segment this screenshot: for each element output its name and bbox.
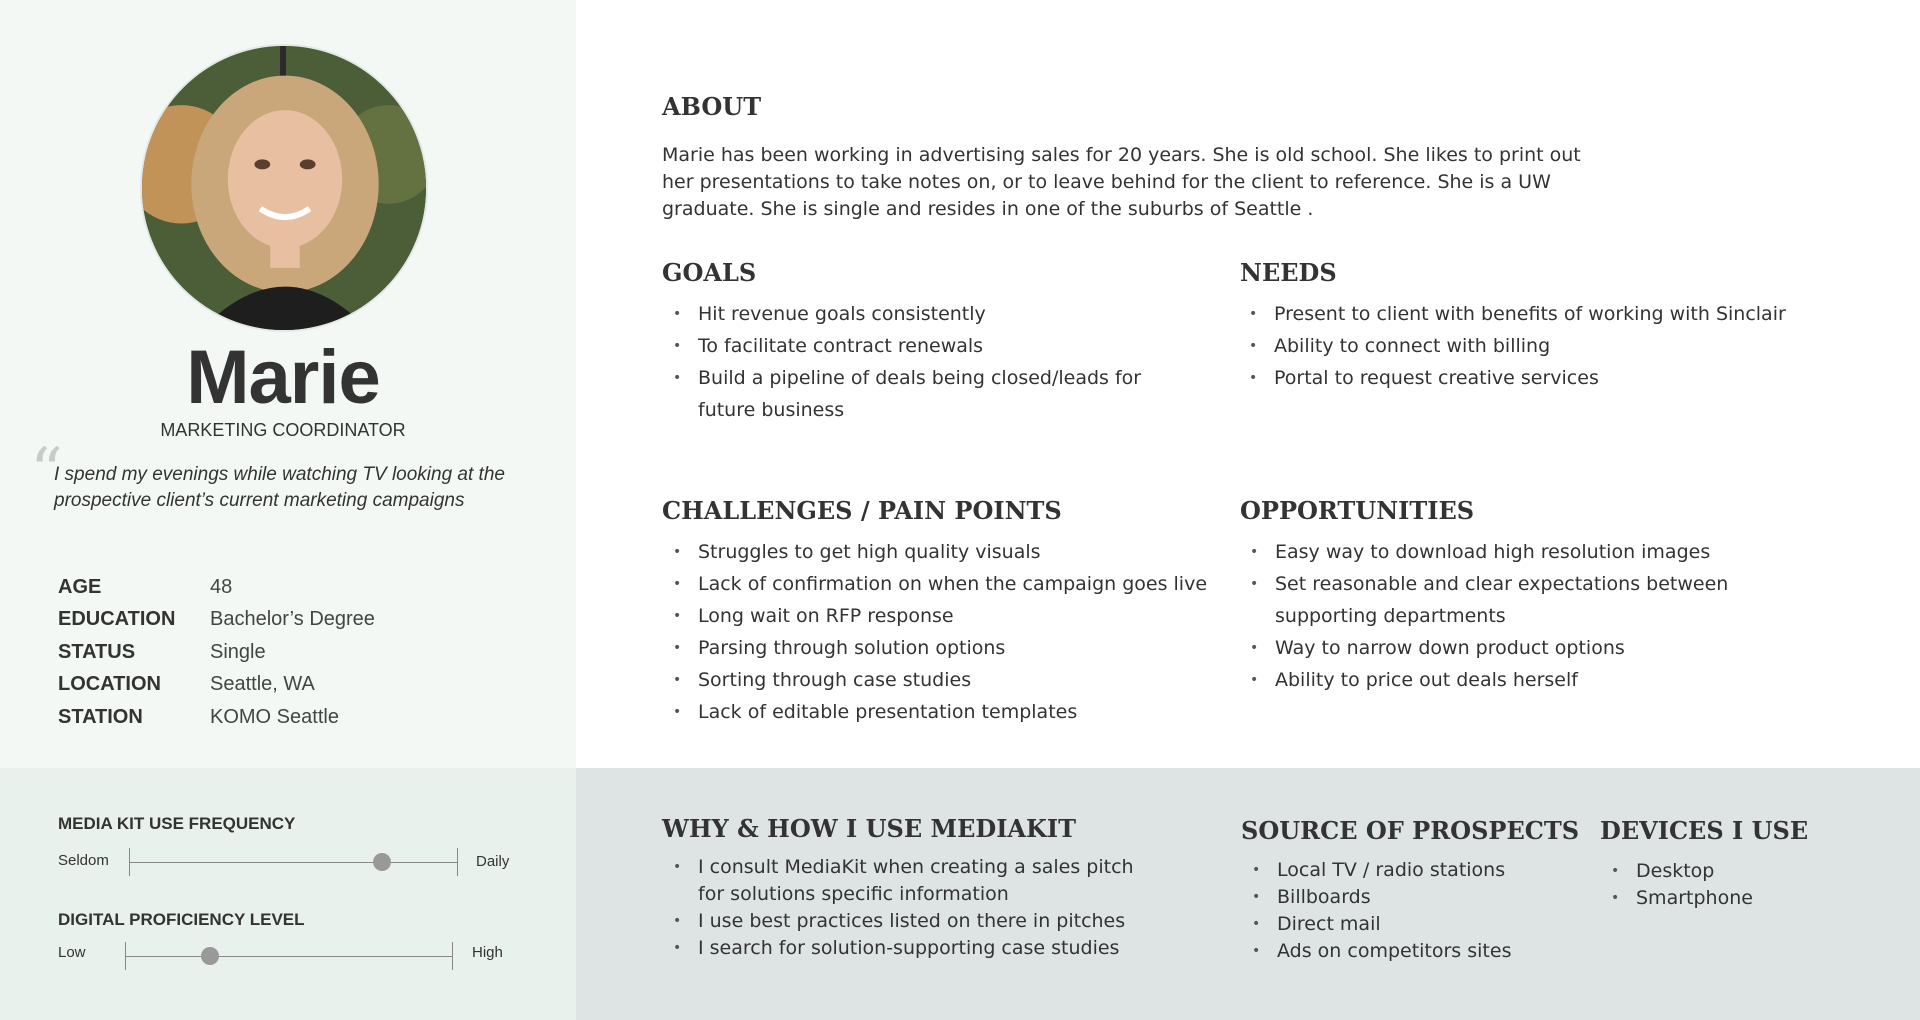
list-item: • Portal to request creative services (1238, 362, 1878, 394)
persona-avatar (140, 44, 428, 332)
about-title: ABOUT (662, 92, 762, 121)
list-item: • Smartphone (1600, 885, 1900, 912)
demographic-row-station (58, 702, 339, 732)
slider-high-label: Daily (476, 853, 510, 870)
list-item: • To facilitate contract renewals (662, 330, 1182, 362)
demographic-value: Single (210, 640, 266, 663)
persona-name: Marie (186, 335, 380, 420)
why-how-list (662, 854, 1152, 962)
needs-title: NEEDS (1240, 258, 1337, 287)
opportunities-title: OPPORTUNITIES (1240, 496, 1475, 525)
demographic-value: Seattle, WA (210, 672, 315, 695)
goals-title: GOALS (662, 258, 757, 287)
list-item: • Hit revenue goals consistently (662, 298, 1182, 330)
usage-details-panel (576, 768, 1920, 1020)
proficiency-slider-knob (201, 947, 219, 965)
slider-low-label: Seldom (58, 852, 109, 869)
persona-role: MARKETING COORDINATOR (160, 420, 406, 440)
list-item: • Local TV / radio stations (1241, 857, 1561, 884)
persona-profile-panel (0, 0, 576, 768)
list-item: • Present to client with benefits of working with Sinclair (1238, 298, 1878, 330)
list-item: • Parsing through solution options (662, 632, 1222, 664)
quote-mark-icon: “ (30, 435, 63, 509)
slider-low-label: Low (58, 944, 86, 961)
devices-title: DEVICES I USE (1600, 816, 1809, 845)
slider-title-frequency: MEDIA KIT USE FREQUENCY (58, 814, 296, 833)
devices-list (1600, 858, 1900, 912)
slider-high-label: High (472, 944, 503, 961)
list-item: • Direct mail (1241, 911, 1561, 938)
list-item: • Long wait on RFP response (662, 600, 1222, 632)
demographic-label: EDUCATION (58, 607, 176, 630)
list-item: • I consult MediaKit when creating a sales pitch for solutions specific information (662, 854, 1152, 908)
list-item: • Ads on competitors sites (1241, 938, 1561, 965)
list-item: • Desktop (1600, 858, 1900, 885)
sources-title: SOURCE OF PROSPECTS (1241, 816, 1580, 845)
challenges-list (662, 536, 1222, 728)
goals-list (662, 298, 1182, 426)
slider-title-proficiency: DIGITAL PROFICIENCY LEVEL (58, 910, 305, 929)
demographic-value: KOMO Seattle (210, 705, 339, 728)
why-how-title: WHY & HOW I USE MEDIAKIT (662, 814, 1076, 843)
list-item: • Build a pipeline of deals being closed/leads for future business (662, 362, 1182, 426)
list-item: • Struggles to get high quality visuals (662, 536, 1222, 568)
demographic-row-education (58, 604, 375, 634)
sources-list (1241, 857, 1561, 965)
demographic-label: AGE (58, 575, 102, 598)
challenges-title: CHALLENGES / PAIN POINTS (662, 496, 1062, 525)
list-item: • I search for solution-supporting case studies (662, 935, 1152, 962)
needs-list (1238, 298, 1878, 394)
list-item: • Lack of confirmation on when the campaign goes live (662, 568, 1222, 600)
demographic-label: LOCATION (58, 672, 161, 695)
list-item: • Sorting through case studies (662, 664, 1222, 696)
list-item: • I use best practices listed on there in pitches (662, 908, 1152, 935)
demographic-row-status (58, 637, 266, 667)
opportunities-list (1239, 536, 1759, 696)
demographic-label: STATION (58, 705, 143, 728)
demographic-value: Bachelor’s Degree (210, 607, 375, 630)
demographic-label: STATUS (58, 640, 136, 663)
slider-tick (457, 848, 458, 876)
list-item: • Set reasonable and clear expectations between supporting departments (1239, 568, 1759, 632)
list-item: • Easy way to download high resolution images (1239, 536, 1759, 568)
list-item: • Ability to price out deals herself (1239, 664, 1759, 696)
frequency-slider-track (129, 862, 458, 863)
frequency-slider-knob (373, 853, 391, 871)
demographic-value: 48 (210, 575, 233, 598)
list-item: • Ability to connect with billing (1238, 330, 1878, 362)
proficiency-slider-track (125, 956, 453, 957)
about-text: Marie has been working in advertising sales for 20 years. She is old school. She likes to print out her presentations to take notes on, or to leave behind for the client to reference. She is a UW graduate. She is single and resides in one of the suburbs of Seattle . (662, 144, 1581, 220)
usage-sliders-panel (0, 768, 576, 1020)
demographic-row-age (58, 572, 232, 602)
slider-tick (452, 942, 453, 970)
list-item: • Way to narrow down product options (1239, 632, 1759, 664)
demographic-row-location (58, 669, 315, 699)
list-item: • Lack of editable presentation templates (662, 696, 1222, 728)
persona-photo-illustration (142, 46, 426, 330)
persona-quote: I spend my evenings while watching TV looking at the prospective client’s current marketing campaigns (54, 464, 505, 511)
list-item: • Billboards (1241, 884, 1561, 911)
